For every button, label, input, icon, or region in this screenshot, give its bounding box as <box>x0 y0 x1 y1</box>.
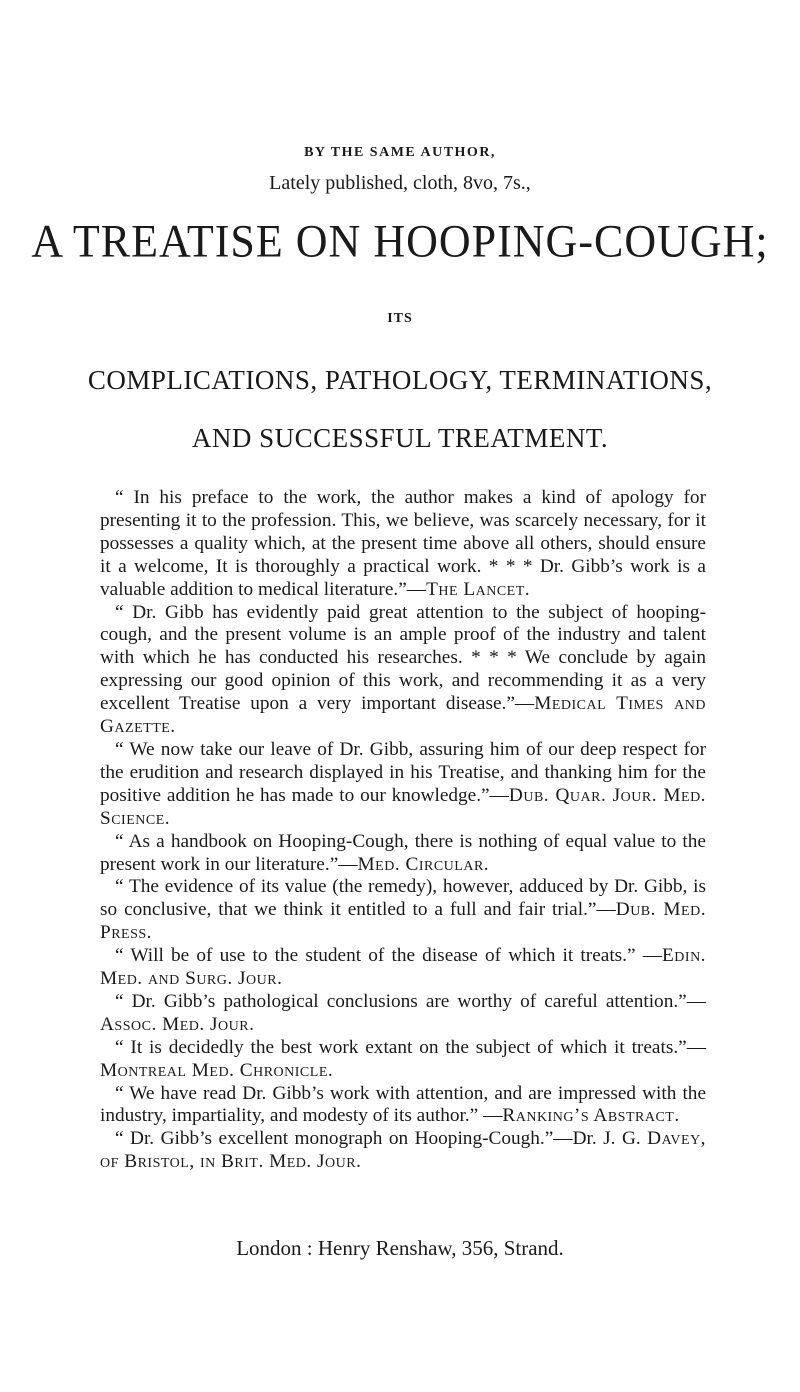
review-list <box>100 487 706 1174</box>
review-edin-med <box>100 945 706 991</box>
review-source: Davey, of Bristol, in Brit. Med. Jour. <box>100 1128 706 1173</box>
review-text: “ It is decidedly the best work extant on the subject of which it treats.”— <box>115 1036 706 1058</box>
review-source: Dub. Quar. Jour. Med. Science. <box>100 784 706 829</box>
review-source: Ranking’s Abstract. <box>502 1105 680 1127</box>
subtitle-line-2: AND SUCCESSFUL TREATMENT. <box>191 423 609 453</box>
review-text: “ We have read Dr. Gibb’s work with attention, and are impressed with the industry, impartiality, and modesty of its author.” — <box>100 1082 706 1127</box>
review-med-circular <box>100 831 706 877</box>
review-text: “ Dr. Gibb’s excellent monograph on Hooping-Cough.”—Dr. J. G. <box>115 1128 648 1150</box>
review-source: Montreal Med. Chronicle. <box>100 1059 334 1081</box>
review-dub-med-press <box>100 876 706 945</box>
publisher-imprint: London : Henry Renshaw, 356, Strand. <box>236 1236 564 1260</box>
review-source: The Lancet. <box>426 578 531 600</box>
review-medical-times <box>100 602 706 739</box>
review-text: “ In his preface to the work, the author makes a kind of apology for presenting it to the profession. This, we believe, was scarcely necessary, for it possesses a quality which, at the present time above all others, should ensure it a welcome, It is thoroughly a practical work. * * * Dr. Gibb’s work is a valuable addition to medical literature.”— <box>100 487 706 600</box>
review-text: “ As a handbook on Hooping-Cough, there is nothing of equal value to the present work in our literature.”— <box>100 830 706 875</box>
review-montreal <box>100 1037 706 1083</box>
review-source: Assoc. Med. Jour. <box>100 1013 255 1035</box>
publication-note: Lately published, cloth, 8vo, 7s., <box>269 172 531 194</box>
review-text: “ Will be of use to the student of the disease of which it treats.” — <box>115 945 663 967</box>
subtitle-line-1: COMPLICATIONS, PATHOLOGY, TERMINATIONS, <box>87 365 713 395</box>
review-dub-quar-jour <box>100 739 706 831</box>
review-text: “ Dr. Gibb has evidently paid great attention to the subject of hooping-cough, and the present volume is an ample proof of the industry and talent with which he has conducted his researches. * * * We conclude by again expressing our good opinion of this work, and recommending it as a very excellent Treatise upon a very important disease.”— <box>100 601 706 715</box>
review-assoc-med <box>100 991 706 1037</box>
review-source: Med. Circular. <box>357 853 490 875</box>
byline: BY THE SAME AUTHOR, <box>304 145 496 160</box>
review-text: “ We now take our leave of Dr. Gibb, assuring him of our deep respect for the erudition and research displayed in his Treatise, and thanking him for the positive addition he has made to our knowledge.”— <box>100 738 706 806</box>
review-source: Medical Times and Gazette. <box>100 693 706 738</box>
review-text: “ Dr. Gibb’s pathological conclusions are worthy of careful attention.”— <box>115 990 706 1012</box>
review-lancet <box>100 487 706 602</box>
review-ranking <box>100 1083 706 1129</box>
book-title: A TREATISE ON HOOPING-COUGH; <box>31 215 769 268</box>
review-text: “ The evidence of its value (the remedy), however, adduced by Dr. Gibb, is so conclusive, that we think it entitled to a full and fair trial.”— <box>100 876 706 921</box>
review-davey <box>100 1128 706 1174</box>
title-connector: ITS <box>387 311 413 326</box>
review-source: Dub. Med. Press. <box>100 899 707 944</box>
review-source: Edin. Med. and Surg. Jour. <box>100 945 706 990</box>
